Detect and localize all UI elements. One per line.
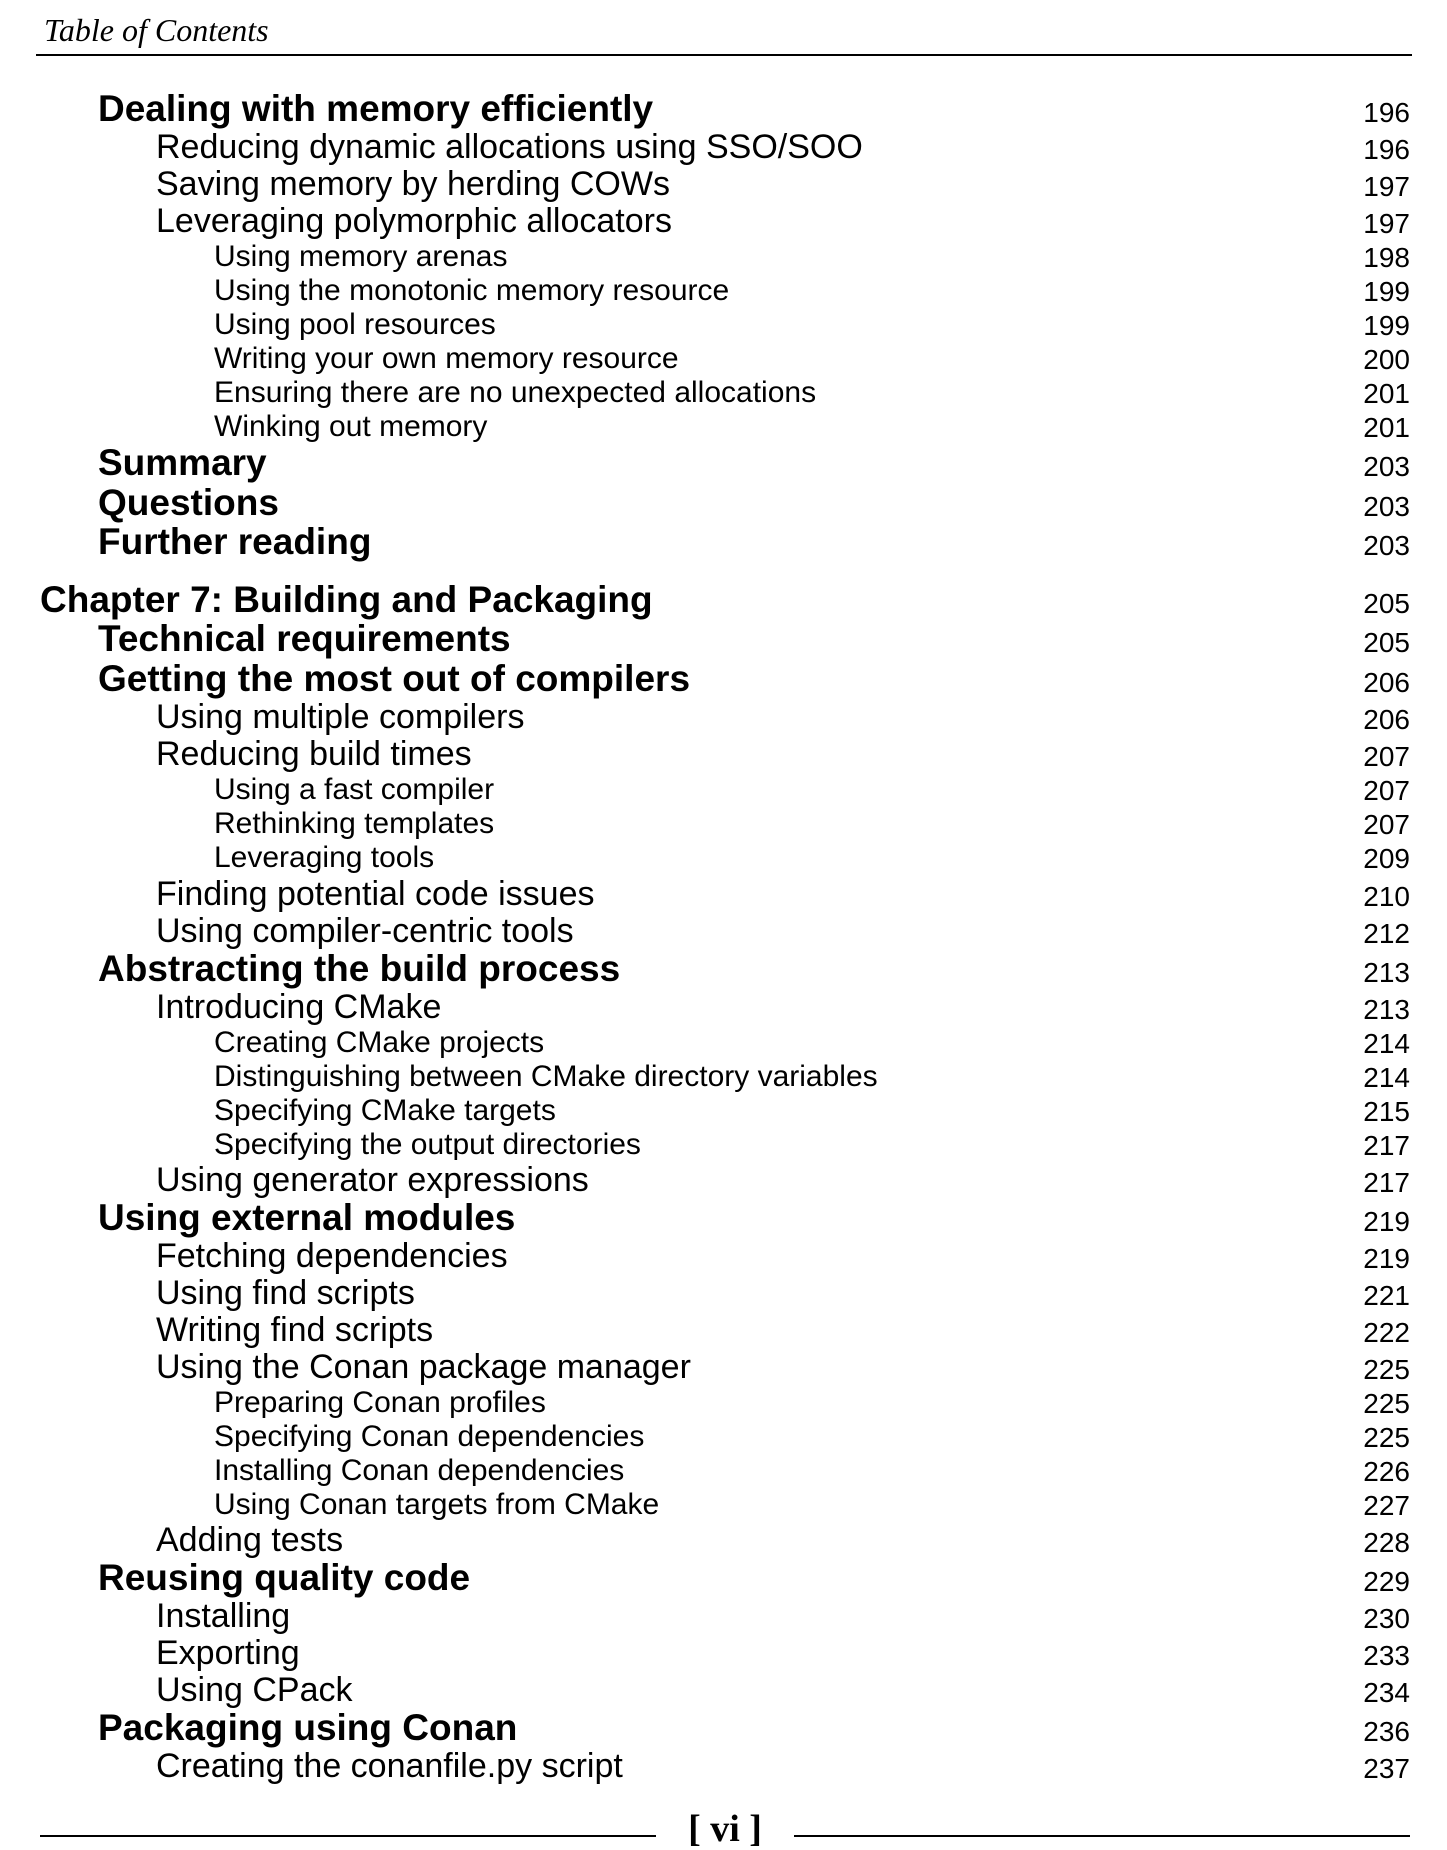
toc-entry-title: Introducing CMake xyxy=(156,988,442,1026)
toc-entry-page-number: 210 xyxy=(1363,881,1410,912)
toc-entry-page-number: 222 xyxy=(1363,1317,1410,1348)
toc-entry-title: Fetching dependencies xyxy=(156,1237,508,1275)
toc-entry-title: Getting the most out of compilers xyxy=(98,658,691,699)
toc-entry-title: Using a fast compiler xyxy=(214,773,495,806)
toc-entry-title: Writing find scripts xyxy=(156,1311,434,1349)
toc-entry-title: Using generator expressions xyxy=(156,1161,589,1199)
toc-entry-title: Finding potential code issues xyxy=(156,875,595,913)
toc-entry-page-number: 230 xyxy=(1363,1603,1410,1634)
toc-entry-title: Rethinking templates xyxy=(214,807,495,840)
toc-entry-page-number: 203 xyxy=(1363,530,1410,561)
toc-entry-title: Dealing with memory efficiently xyxy=(98,88,654,129)
toc-entry-title: Preparing Conan profiles xyxy=(214,1386,546,1419)
toc-entry-title: Using the Conan package manager xyxy=(156,1348,691,1386)
toc-entry-page-number: 233 xyxy=(1363,1640,1410,1671)
toc-entry-page-number: 213 xyxy=(1363,994,1410,1025)
toc-entry-title: Saving memory by herding COWs xyxy=(156,165,670,203)
toc-entry-title: Specifying Conan dependencies xyxy=(214,1420,645,1453)
toc-entry-page-number: 215 xyxy=(1363,1096,1410,1127)
toc-entry-title: Using find scripts xyxy=(156,1274,415,1312)
toc-entry-page-number: 205 xyxy=(1363,588,1410,619)
toc-entry-title: Using CPack xyxy=(156,1671,353,1709)
toc-entry-page-number: 212 xyxy=(1363,918,1410,949)
toc-entry-title: Using external modules xyxy=(98,1197,516,1238)
toc-entry-page-number: 206 xyxy=(1363,704,1410,735)
toc-entry-title: Using Conan targets from CMake xyxy=(214,1488,660,1521)
toc-entry-page-number: 197 xyxy=(1363,208,1410,239)
toc-entry-title: Exporting xyxy=(156,1634,300,1672)
toc-entry-page-number: 234 xyxy=(1363,1677,1410,1708)
toc-entry-page-number: 217 xyxy=(1363,1130,1410,1161)
toc-entry-page-number: 207 xyxy=(1363,741,1410,772)
toc-entry-page-number: 228 xyxy=(1363,1527,1410,1558)
toc-entry-title: Installing Conan dependencies xyxy=(214,1454,625,1487)
toc-entry-page-number: 205 xyxy=(1363,627,1410,658)
toc-entry-title: Using multiple compilers xyxy=(156,698,525,736)
toc-entry-page-number: 209 xyxy=(1363,843,1410,874)
toc-entry-title: Using pool resources xyxy=(214,308,496,341)
footer-divider-left xyxy=(40,1835,656,1837)
page-number: [ vi ] xyxy=(688,1808,762,1850)
toc-entry-page-number: 213 xyxy=(1363,957,1410,988)
toc-entry-page-number: 199 xyxy=(1363,276,1410,307)
toc-entry-page-number: 225 xyxy=(1363,1354,1410,1385)
toc-entry-title: Chapter 7: Building and Packaging xyxy=(40,579,653,620)
page-header-title: Table of Contents xyxy=(44,12,269,48)
toc-entry-page-number: 206 xyxy=(1363,667,1410,698)
toc-entry-page-number: 203 xyxy=(1363,491,1410,522)
toc-entry-page-number: 198 xyxy=(1363,242,1410,273)
toc-entry-title: Questions xyxy=(98,482,279,523)
toc-entry-title: Distinguishing between CMake directory variables xyxy=(214,1060,878,1093)
toc-entry-title: Using memory arenas xyxy=(214,240,508,273)
footer-divider-right xyxy=(794,1835,1410,1837)
toc-entry-page-number: 236 xyxy=(1363,1716,1410,1747)
toc-entry-page-number: 200 xyxy=(1363,344,1410,375)
toc-entry-title: Specifying the output directories xyxy=(214,1128,641,1161)
toc-entry-page-number: 227 xyxy=(1363,1490,1410,1521)
toc-entry-title: Adding tests xyxy=(156,1521,344,1559)
toc-entry-page-number: 221 xyxy=(1363,1280,1410,1311)
toc-entry-title: Creating CMake projects xyxy=(214,1026,545,1059)
page-footer xyxy=(0,1808,1447,1850)
toc-entry-page-number: 219 xyxy=(1363,1243,1410,1274)
toc-entry-title: Specifying CMake targets xyxy=(214,1094,556,1127)
toc-entry-page-number: 225 xyxy=(1363,1388,1410,1419)
toc-entry-page-number: 197 xyxy=(1363,171,1410,202)
toc-entry-title: Summary xyxy=(98,442,267,483)
toc-entry-page-number: 219 xyxy=(1363,1206,1410,1237)
toc-entry-page-number: 203 xyxy=(1363,451,1410,482)
toc-entry-page-number: 199 xyxy=(1363,310,1410,341)
toc-entry-title: Packaging using Conan xyxy=(98,1707,518,1748)
toc-entry-title: Leveraging tools xyxy=(214,841,435,874)
toc-entry-page-number: 214 xyxy=(1363,1028,1410,1059)
toc-entry-title: Ensuring there are no unexpected allocations xyxy=(214,376,817,409)
toc-entry-page-number: 225 xyxy=(1363,1422,1410,1453)
toc-entry-page-number: 217 xyxy=(1363,1167,1410,1198)
toc-entry-page-number: 207 xyxy=(1363,809,1410,840)
toc-entry-title: Winking out memory xyxy=(214,410,488,443)
toc-entry-title: Writing your own memory resource xyxy=(214,342,679,375)
toc-entry-page-number: 196 xyxy=(1363,134,1410,165)
toc-entry-title: Using the monotonic memory resource xyxy=(214,274,730,307)
toc-entry-title: Abstracting the build process xyxy=(98,948,621,989)
toc-entry-page-number: 226 xyxy=(1363,1456,1410,1487)
toc-entry-title: Reducing build times xyxy=(156,735,472,773)
toc-entry-page-number: 229 xyxy=(1363,1566,1410,1597)
toc-entry-title: Reducing dynamic allocations using SSO/SOO xyxy=(156,128,863,166)
toc-entry-title: Leveraging polymorphic allocators xyxy=(156,202,672,240)
toc-entry-page-number: 207 xyxy=(1363,775,1410,806)
toc-entry-page-number: 214 xyxy=(1363,1062,1410,1093)
toc-entry-page-number: 201 xyxy=(1363,378,1410,409)
toc-entry-title: Using compiler-centric tools xyxy=(156,912,574,950)
toc-entry-page-number: 196 xyxy=(1363,97,1410,128)
toc-entry-title: Installing xyxy=(156,1597,291,1635)
toc-entry-page-number: 237 xyxy=(1363,1753,1410,1784)
toc-entry-title: Technical requirements xyxy=(98,618,511,659)
toc-entry-title: Creating the conanfile.py script xyxy=(156,1747,623,1785)
toc-entry-page-number: 201 xyxy=(1363,412,1410,443)
toc-entry-title: Reusing quality code xyxy=(98,1557,471,1598)
toc-entry-title: Further reading xyxy=(98,521,372,562)
